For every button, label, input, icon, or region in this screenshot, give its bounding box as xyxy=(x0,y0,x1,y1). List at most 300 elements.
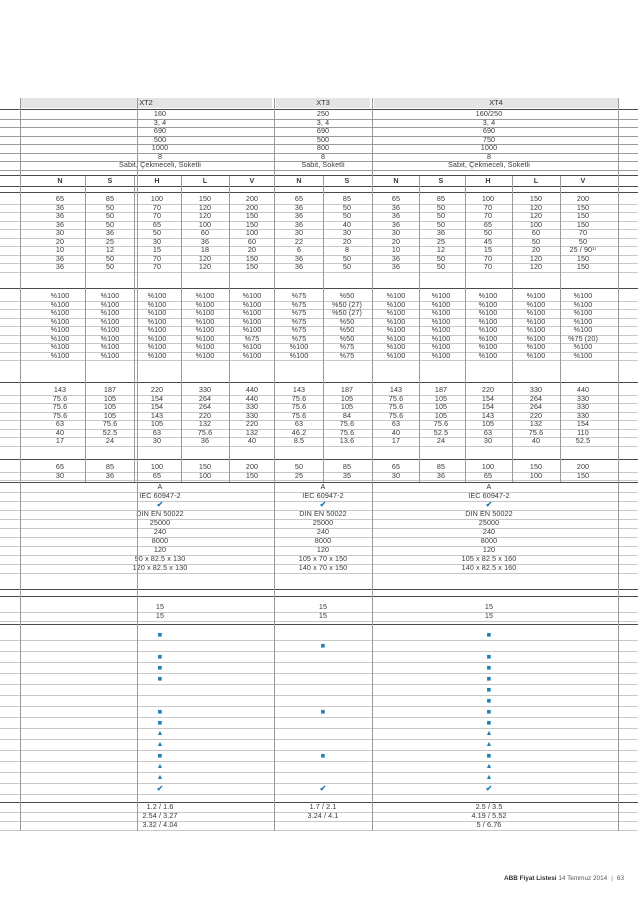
breaking-block-cell: 150 xyxy=(245,211,259,220)
row-divider xyxy=(0,573,638,574)
square-icon: ■ xyxy=(486,630,492,639)
version-label: S xyxy=(107,176,113,185)
check-icon: ✔ xyxy=(156,784,164,793)
breaking-block-cell: 36 xyxy=(55,253,65,263)
general-value: 120 xyxy=(153,545,167,554)
percent-block-cell: %100 xyxy=(526,308,546,317)
breaking-block-cell: 50 xyxy=(105,219,115,229)
breaking-block-cell: 70 xyxy=(483,211,493,220)
percent-block-cell: %100 xyxy=(50,299,70,309)
general-value: 120 x 82.5 x 130 xyxy=(132,563,188,572)
percent-block-cell: %75 xyxy=(291,291,307,300)
column-divider xyxy=(274,98,275,831)
general-value: IEC 60947-2 xyxy=(139,491,181,500)
mechanical-value: 15 xyxy=(318,611,328,620)
row-divider xyxy=(0,288,638,289)
breaking-block-cell: 200 xyxy=(576,194,590,203)
spec-value: 500 xyxy=(316,134,330,144)
making-block-cell: 40 xyxy=(55,427,65,437)
row-divider xyxy=(0,360,638,361)
percent-block-cell: %75 xyxy=(291,316,307,326)
mechanical-value: 15 xyxy=(155,602,165,611)
square-icon: ■ xyxy=(157,652,163,661)
breaking-block-cell: 25 / 90¹⁾ xyxy=(569,245,597,254)
breaking-block-cell: 36 xyxy=(105,228,115,237)
breaking-block-cell: 50 xyxy=(152,228,162,237)
column-divider xyxy=(323,176,324,482)
making-block-cell: 330 xyxy=(576,393,590,403)
making-block-cell: 105 xyxy=(434,393,448,403)
breaking-block-cell: 36 xyxy=(55,262,65,271)
spec-value: 1000 xyxy=(151,143,169,152)
percent-block-cell: %100 xyxy=(431,325,451,334)
row-divider xyxy=(0,717,638,718)
percent-block-cell: %100 xyxy=(100,325,120,334)
percent-block-cell: %75 xyxy=(291,333,307,343)
making-block-cell: 143 xyxy=(292,385,306,394)
series-header-xt4: XT4 xyxy=(489,98,503,107)
percent-block-cell: %100 xyxy=(50,350,70,360)
making-block-cell: 154 xyxy=(481,393,495,403)
making-block-cell: 75.6 xyxy=(291,402,307,411)
dc-block-cell: 30 xyxy=(391,470,401,480)
row-divider xyxy=(0,272,638,273)
making-block-cell: 75.6 xyxy=(339,427,355,437)
percent-block-cell: %100 xyxy=(386,291,406,300)
percent-block-cell: %100 xyxy=(50,342,70,351)
row-divider xyxy=(0,596,638,597)
percent-block-cell: %75 xyxy=(291,308,307,317)
percent-block-cell: %100 xyxy=(478,342,498,351)
breaking-block-cell: 36 xyxy=(436,228,446,237)
spec-value: 690 xyxy=(316,126,330,135)
percent-block-cell: %100 xyxy=(100,291,120,300)
percent-block-cell: %75 xyxy=(291,299,307,309)
version-label: L xyxy=(533,176,539,185)
making-block-cell: 105 xyxy=(340,402,354,411)
percent-block-cell: %100 xyxy=(386,316,406,326)
breaking-block-cell: 200 xyxy=(245,202,259,212)
making-block-cell: 30 xyxy=(483,436,493,445)
version-label: V xyxy=(249,176,255,185)
square-icon: ■ xyxy=(486,674,492,683)
percent-block-cell: %75 xyxy=(244,333,260,343)
column-divider xyxy=(512,176,513,482)
percent-block-cell: %100 xyxy=(195,308,215,317)
breaking-block-cell: 150 xyxy=(198,194,212,203)
column-divider xyxy=(134,176,135,482)
triangle-icon: ▲ xyxy=(485,774,493,781)
column-divider xyxy=(181,176,182,482)
breaking-block-cell: 65 xyxy=(55,194,65,203)
percent-block-cell: %100 xyxy=(100,316,120,326)
row-divider xyxy=(0,761,638,762)
percent-block-cell: %75 xyxy=(339,350,355,360)
square-icon: ■ xyxy=(157,718,163,727)
making-block-cell: 63 xyxy=(294,419,304,428)
row-divider xyxy=(0,640,638,641)
percent-block-cell: %100 xyxy=(386,350,406,360)
general-value: 240 xyxy=(482,527,496,536)
breaking-block-cell: 50 xyxy=(105,253,115,263)
percent-block-cell: %100 xyxy=(526,350,546,360)
percent-block-cell: %100 xyxy=(478,299,498,309)
making-block-cell: 154 xyxy=(481,402,495,411)
percent-block-cell: %100 xyxy=(526,342,546,351)
row-divider xyxy=(0,662,638,663)
breaking-block-cell: 12 xyxy=(105,245,115,254)
percent-block-cell: %100 xyxy=(147,350,167,360)
dc-block-cell: 36 xyxy=(105,470,115,480)
making-block-cell: 220 xyxy=(529,410,543,420)
column-divider xyxy=(137,98,138,831)
weight-value: 5 / 6.76 xyxy=(476,820,502,829)
making-block-cell: 187 xyxy=(340,385,354,394)
percent-block-cell: %50 xyxy=(339,316,355,326)
percent-block-cell: %100 xyxy=(526,316,546,326)
breaking-block-cell: 50 xyxy=(578,236,588,246)
footer-page-number: 63 xyxy=(616,875,624,882)
breaking-block-cell: 15 xyxy=(483,245,493,254)
making-block-cell: 264 xyxy=(529,402,543,411)
row-divider xyxy=(0,589,638,590)
general-value: A xyxy=(486,482,492,491)
breaking-block-cell: 70 xyxy=(578,228,588,237)
weight-value: 3.32 / 4.04 xyxy=(142,820,178,829)
breaking-block-cell: 120 xyxy=(198,253,212,263)
breaking-block-cell: 60 xyxy=(531,228,541,237)
making-block-cell: 330 xyxy=(576,402,590,411)
spec-value: 160 xyxy=(153,109,167,118)
making-block-cell: 17 xyxy=(55,436,65,445)
making-block-cell: 75.6 xyxy=(291,410,307,420)
breaking-block-cell: 45 xyxy=(483,236,493,246)
row-divider xyxy=(0,673,638,674)
general-value: 240 xyxy=(316,527,330,536)
dc-block-cell: 200 xyxy=(576,462,590,471)
making-block-cell: 75.6 xyxy=(52,410,68,420)
percent-block-cell: %100 xyxy=(431,308,451,317)
percent-block-cell: %100 xyxy=(242,325,262,334)
breaking-block-cell: 120 xyxy=(529,262,543,271)
breaking-block-cell: 36 xyxy=(55,211,65,220)
square-icon: ■ xyxy=(486,652,492,661)
triangle-icon: ▲ xyxy=(156,774,164,781)
breaking-block-cell: 65 xyxy=(294,194,304,203)
making-block-cell: 105 xyxy=(103,410,117,420)
spec-value: Sabit, Soketli xyxy=(301,160,345,169)
making-block-cell: 75.6 xyxy=(433,419,449,428)
spec-value: 500 xyxy=(153,134,167,144)
percent-block-cell: %100 xyxy=(573,350,593,360)
row-divider xyxy=(0,480,638,481)
percent-block-cell: %50 xyxy=(339,291,355,300)
breaking-block-cell: 100 xyxy=(150,194,164,203)
general-value: DIN EN 50022 xyxy=(465,509,513,518)
breaking-block-cell: 150 xyxy=(576,202,590,212)
spec-value: 8 xyxy=(486,151,492,161)
breaking-block-cell: 50 xyxy=(342,202,352,212)
percent-block-cell: %100 xyxy=(478,350,498,360)
breaking-block-cell: 30 xyxy=(55,228,65,237)
breaking-block-cell: 100 xyxy=(198,219,212,229)
version-label: S xyxy=(438,176,444,185)
percent-block-cell: %100 xyxy=(195,299,215,309)
percent-block-cell: %100 xyxy=(147,299,167,309)
making-block-cell: 330 xyxy=(529,385,543,394)
making-block-cell: 63 xyxy=(483,427,493,437)
breaking-block-cell: 36 xyxy=(294,262,304,271)
breaking-block-cell: 36 xyxy=(55,219,65,229)
making-block-cell: 24 xyxy=(436,436,446,445)
making-block-cell: 75.6 xyxy=(388,402,404,411)
percent-block-cell: %100 xyxy=(195,342,215,351)
making-block-cell: 46.2 xyxy=(291,427,307,437)
column-divider xyxy=(419,176,420,482)
breaking-block-cell: 150 xyxy=(576,262,590,271)
percent-block-cell: %100 xyxy=(386,325,406,334)
breaking-block-cell: 65 xyxy=(483,219,493,229)
making-block-cell: 40 xyxy=(391,427,401,437)
breaking-block-cell: 70 xyxy=(483,262,493,271)
dc-block-cell: 100 xyxy=(529,470,543,480)
breaking-block-cell: 70 xyxy=(483,202,493,212)
dc-block-cell: 85 xyxy=(105,462,115,471)
square-icon: ■ xyxy=(320,707,326,716)
percent-block-cell: %100 xyxy=(100,350,120,360)
making-block-cell: 220 xyxy=(245,419,259,428)
footer-separator: | xyxy=(611,875,613,882)
percent-block-cell: %100 xyxy=(573,325,593,334)
version-label: N xyxy=(296,176,302,185)
check-icon: ✔ xyxy=(485,500,493,509)
triangle-icon: ▲ xyxy=(156,730,164,737)
column-divider xyxy=(229,176,230,482)
column-divider xyxy=(85,176,86,482)
making-block-cell: 220 xyxy=(150,385,164,394)
making-block-cell: 264 xyxy=(198,393,212,403)
general-value: 140 x 82.5 x 160 xyxy=(461,563,517,572)
general-value: IEC 60947-2 xyxy=(302,491,344,500)
breaking-block-cell: 200 xyxy=(245,194,259,203)
percent-block-cell: %100 xyxy=(431,299,451,309)
triangle-icon: ▲ xyxy=(485,741,493,748)
making-block-cell: 143 xyxy=(481,410,495,420)
row-divider xyxy=(0,783,638,784)
breaking-block-cell: 120 xyxy=(529,202,543,212)
spec-value: 800 xyxy=(316,143,330,152)
weight-value: 1.2 / 1.6 xyxy=(146,802,174,811)
breaking-block-cell: 150 xyxy=(576,253,590,263)
making-block-cell: 75.6 xyxy=(52,393,68,403)
percent-block-cell: %100 xyxy=(526,333,546,343)
making-block-cell: 75.6 xyxy=(291,393,307,403)
spec-value: 1000 xyxy=(480,143,498,152)
version-label: L xyxy=(202,176,208,185)
breaking-block-cell: 150 xyxy=(576,219,590,229)
general-value: A xyxy=(320,482,326,491)
breaking-block-cell: 150 xyxy=(245,253,259,263)
row-divider xyxy=(0,446,638,447)
percent-block-cell: %75 xyxy=(339,342,355,351)
percent-block-cell: %100 xyxy=(147,291,167,300)
mechanical-value: 15 xyxy=(484,611,494,620)
making-block-cell: 75.6 xyxy=(388,410,404,420)
making-block-cell: 52.5 xyxy=(102,427,118,437)
breaking-block-cell: 36 xyxy=(391,253,401,263)
breaking-block-cell: 65 xyxy=(152,219,162,229)
percent-block-cell: %100 xyxy=(195,325,215,334)
making-block-cell: 440 xyxy=(245,393,259,403)
general-value: 140 x 70 x 150 xyxy=(298,563,348,572)
general-value: 120 xyxy=(316,545,330,554)
breaking-block-cell: 30 xyxy=(391,228,401,237)
making-block-cell: 75.6 xyxy=(339,419,355,428)
making-block-cell: 105 xyxy=(434,410,448,420)
weight-value: 2.5 / 3.5 xyxy=(475,802,503,811)
breaking-block-cell: 50 xyxy=(483,228,493,237)
breaking-block-cell: 50 xyxy=(436,211,446,220)
spec-value: 3, 4 xyxy=(153,117,167,127)
percent-block-cell: %100 xyxy=(195,350,215,360)
square-icon: ■ xyxy=(486,751,492,760)
breaking-block-cell: 36 xyxy=(294,202,304,212)
breaking-block-cell: 150 xyxy=(245,262,259,271)
version-label: H xyxy=(485,176,491,185)
row-divider xyxy=(0,651,638,652)
dc-block-cell: 200 xyxy=(245,462,259,471)
percent-block-cell: %50 xyxy=(339,325,355,334)
series-header-xt2: XT2 xyxy=(139,98,153,107)
percent-block-cell: %75 (20) xyxy=(568,333,598,343)
breaking-block-cell: 50 xyxy=(105,211,115,220)
dc-block-cell: 50 xyxy=(294,462,304,471)
general-value: 8000 xyxy=(314,536,332,545)
breaking-block-cell: 30 xyxy=(342,228,352,237)
making-block-cell: 154 xyxy=(150,393,164,403)
general-value: 25000 xyxy=(478,518,500,527)
breaking-block-cell: 120 xyxy=(198,262,212,271)
breaking-block-cell: 70 xyxy=(483,253,493,263)
breaking-block-cell: 150 xyxy=(245,219,259,229)
percent-block-cell: %100 xyxy=(289,342,309,351)
making-block-cell: 105 xyxy=(103,402,117,411)
dc-block-cell: 30 xyxy=(55,470,65,480)
percent-block-cell: %100 xyxy=(478,291,498,300)
percent-block-cell: %100 xyxy=(100,333,120,343)
spec-value: Sabit, Çekmeceli, Soketli xyxy=(448,160,530,169)
percent-block-cell: %100 xyxy=(386,308,406,317)
row-divider xyxy=(0,684,638,685)
page-footer xyxy=(504,875,624,882)
making-block-cell: 63 xyxy=(391,419,401,428)
making-block-cell: 105 xyxy=(481,419,495,428)
version-label: N xyxy=(57,176,63,185)
row-divider xyxy=(0,739,638,740)
row-divider xyxy=(0,728,638,729)
general-value: 25000 xyxy=(312,518,334,527)
breaking-block-cell: 150 xyxy=(529,194,543,203)
dc-block-cell: 100 xyxy=(198,470,212,480)
breaking-block-cell: 100 xyxy=(481,194,495,203)
row-divider xyxy=(0,695,638,696)
breaking-block-cell: 25 xyxy=(436,236,446,246)
making-block-cell: 40 xyxy=(531,436,541,445)
percent-block-cell: %100 xyxy=(242,350,262,360)
making-block-cell: 187 xyxy=(434,385,448,394)
percent-block-cell: %100 xyxy=(50,316,70,326)
version-label: S xyxy=(344,176,350,185)
triangle-icon: ▲ xyxy=(485,763,493,770)
check-icon: ✔ xyxy=(485,784,493,793)
percent-block-cell: %100 xyxy=(50,291,70,300)
making-block-cell: 330 xyxy=(245,402,259,411)
percent-block-cell: %100 xyxy=(478,308,498,317)
percent-block-cell: %100 xyxy=(431,342,451,351)
percent-block-cell: %100 xyxy=(526,325,546,334)
spec-value: Sabit, Çekmeceli, Soketli xyxy=(119,160,201,169)
version-label: V xyxy=(580,176,586,185)
row-divider xyxy=(0,794,638,795)
dc-block-cell: 85 xyxy=(436,462,446,471)
percent-block-cell: %50 (27) xyxy=(332,308,362,317)
making-block-cell: 220 xyxy=(481,385,495,394)
square-icon: ■ xyxy=(157,663,163,672)
percent-block-cell: %100 xyxy=(50,333,70,343)
version-label: N xyxy=(393,176,399,185)
percent-block-cell: %100 xyxy=(526,299,546,309)
breaking-block-cell: 36 xyxy=(391,219,401,229)
check-icon: ✔ xyxy=(319,500,327,509)
breaking-block-cell: 70 xyxy=(152,262,162,271)
general-value: 25000 xyxy=(149,518,171,527)
making-block-cell: 36 xyxy=(200,436,210,445)
breaking-block-cell: 36 xyxy=(391,211,401,220)
spec-value: 690 xyxy=(482,126,496,135)
triangle-icon: ▲ xyxy=(485,730,493,737)
breaking-block-cell: 120 xyxy=(198,202,212,212)
making-block-cell: 8.5 xyxy=(293,436,305,445)
row-divider xyxy=(0,772,638,773)
general-value: 240 xyxy=(153,527,167,536)
making-block-cell: 132 xyxy=(529,419,543,428)
making-block-cell: 330 xyxy=(198,385,212,394)
breaking-block-cell: 50 xyxy=(105,202,115,212)
making-block-cell: 105 xyxy=(340,393,354,403)
making-block-cell: 75.6 xyxy=(197,427,213,437)
column-divider xyxy=(20,98,21,831)
general-value: A xyxy=(157,482,163,491)
making-block-cell: 154 xyxy=(150,402,164,411)
general-value: 120 xyxy=(482,545,496,554)
dc-block-cell: 35 xyxy=(342,470,352,480)
percent-block-cell: %100 xyxy=(195,333,215,343)
breaking-block-cell: 70 xyxy=(152,202,162,212)
column-divider xyxy=(465,176,466,482)
breaking-block-cell: 50 xyxy=(342,262,352,271)
making-block-cell: 105 xyxy=(150,419,164,428)
making-block-cell: 75.6 xyxy=(388,393,404,403)
general-value: DIN EN 50022 xyxy=(136,509,184,518)
percent-block-cell: %100 xyxy=(431,350,451,360)
spec-value: 8 xyxy=(320,151,326,161)
percent-block-cell: %100 xyxy=(478,325,498,334)
row-divider xyxy=(0,186,638,187)
breaking-block-cell: 36 xyxy=(391,202,401,212)
check-icon: ✔ xyxy=(319,784,327,793)
general-value: 90 x 82.5 x 130 xyxy=(134,554,186,563)
square-icon: ■ xyxy=(486,696,492,705)
